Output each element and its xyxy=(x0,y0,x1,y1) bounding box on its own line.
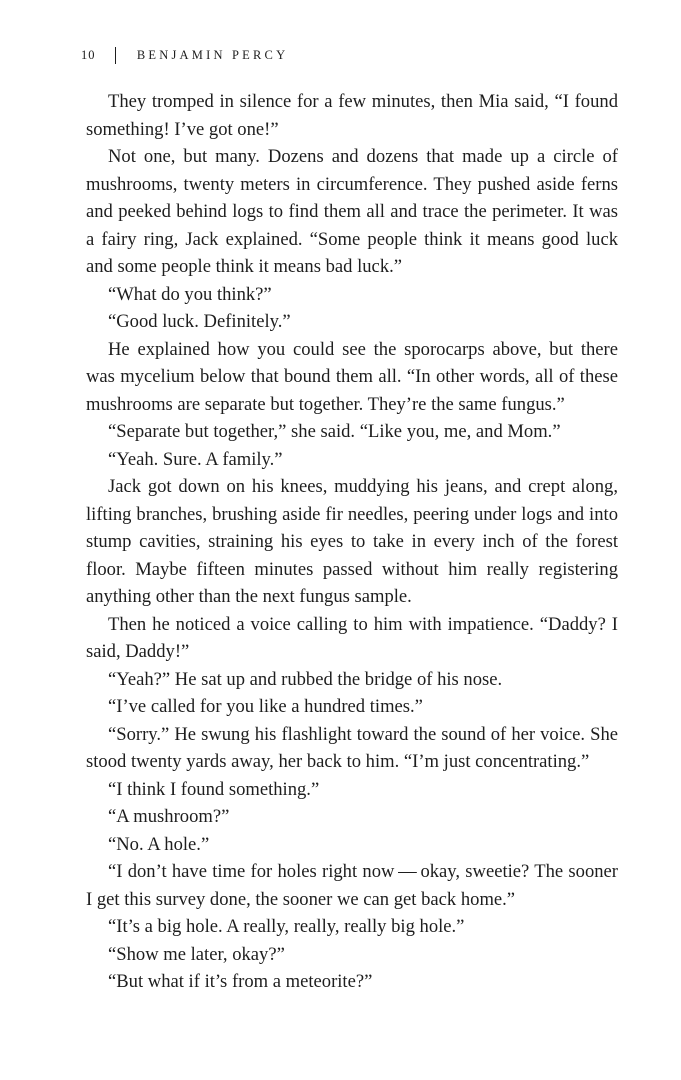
paragraph: Jack got down on his knees, muddying his jeans, and crept along, lifting branches, brushing aside fir needles, peering under logs and into stump cavities, straining his eyes to take in every inch of the forest floor. Maybe fifteen minutes passed without him really registering anything other than the next fungus sample. xyxy=(86,476,618,607)
paragraph: Not one, but many. Dozens and dozens that made up a circle of mushrooms, twenty meters in circumference. They pushed aside ferns and peeked behind logs to find them all and trace the perimeter. It was a fairy ring, Jack explained. “Some people think it means good luck and some people think it means bad luck.” xyxy=(86,146,618,277)
paragraph: “What do you think?” xyxy=(108,283,272,305)
paragraph: They tromped in silence for a few minutes, then Mia said, “I found something! I’ve got one!” xyxy=(86,91,618,140)
paragraph: “No. A hole.” xyxy=(108,833,210,855)
paragraph: “Sorry.” He swung his flashlight toward the sound of her voice. She stood twenty yards away, her back to him. “I’m just concentrating.” xyxy=(86,723,618,772)
paragraph: “A mushroom?” xyxy=(108,806,230,827)
paragraph: “Good luck. Definitely.” xyxy=(108,311,291,332)
author-name: BENJAMIN PERCY xyxy=(136,47,289,62)
paragraph: Then he noticed a voice calling to him with impatience. “Daddy? I said, Daddy!” xyxy=(86,613,618,662)
header-separator xyxy=(115,47,116,64)
paragraph: “Separate but together,” she said. “Like you, me, and Mom.” xyxy=(108,421,561,442)
running-header xyxy=(81,42,288,68)
paragraph: “Yeah. Sure. A family.” xyxy=(108,448,283,470)
paragraph: “I think I found something.” xyxy=(108,778,320,800)
paragraph: “It’s a big hole. A really, really, really big hole.” xyxy=(108,916,465,937)
body-text xyxy=(86,88,618,996)
paragraph: “I don’t have time for holes right now — okay, sweetie? The sooner I get this survey done, the sooner we can get back home.” xyxy=(86,861,618,910)
page-number: 10 xyxy=(81,47,96,62)
paragraph: “I’ve called for you like a hundred times.” xyxy=(108,696,423,717)
paragraph: “Yeah?” He sat up and rubbed the bridge of his nose. xyxy=(108,668,503,690)
paragraph: He explained how you could see the sporocarps above, but there was mycelium below that bound them all. “In other words, all of these mushrooms are separate but together. They’re the same fungus.” xyxy=(86,338,618,415)
paragraph: “Show me later, okay?” xyxy=(108,943,285,965)
paragraph: “But what if it’s from a meteorite?” xyxy=(108,971,373,992)
